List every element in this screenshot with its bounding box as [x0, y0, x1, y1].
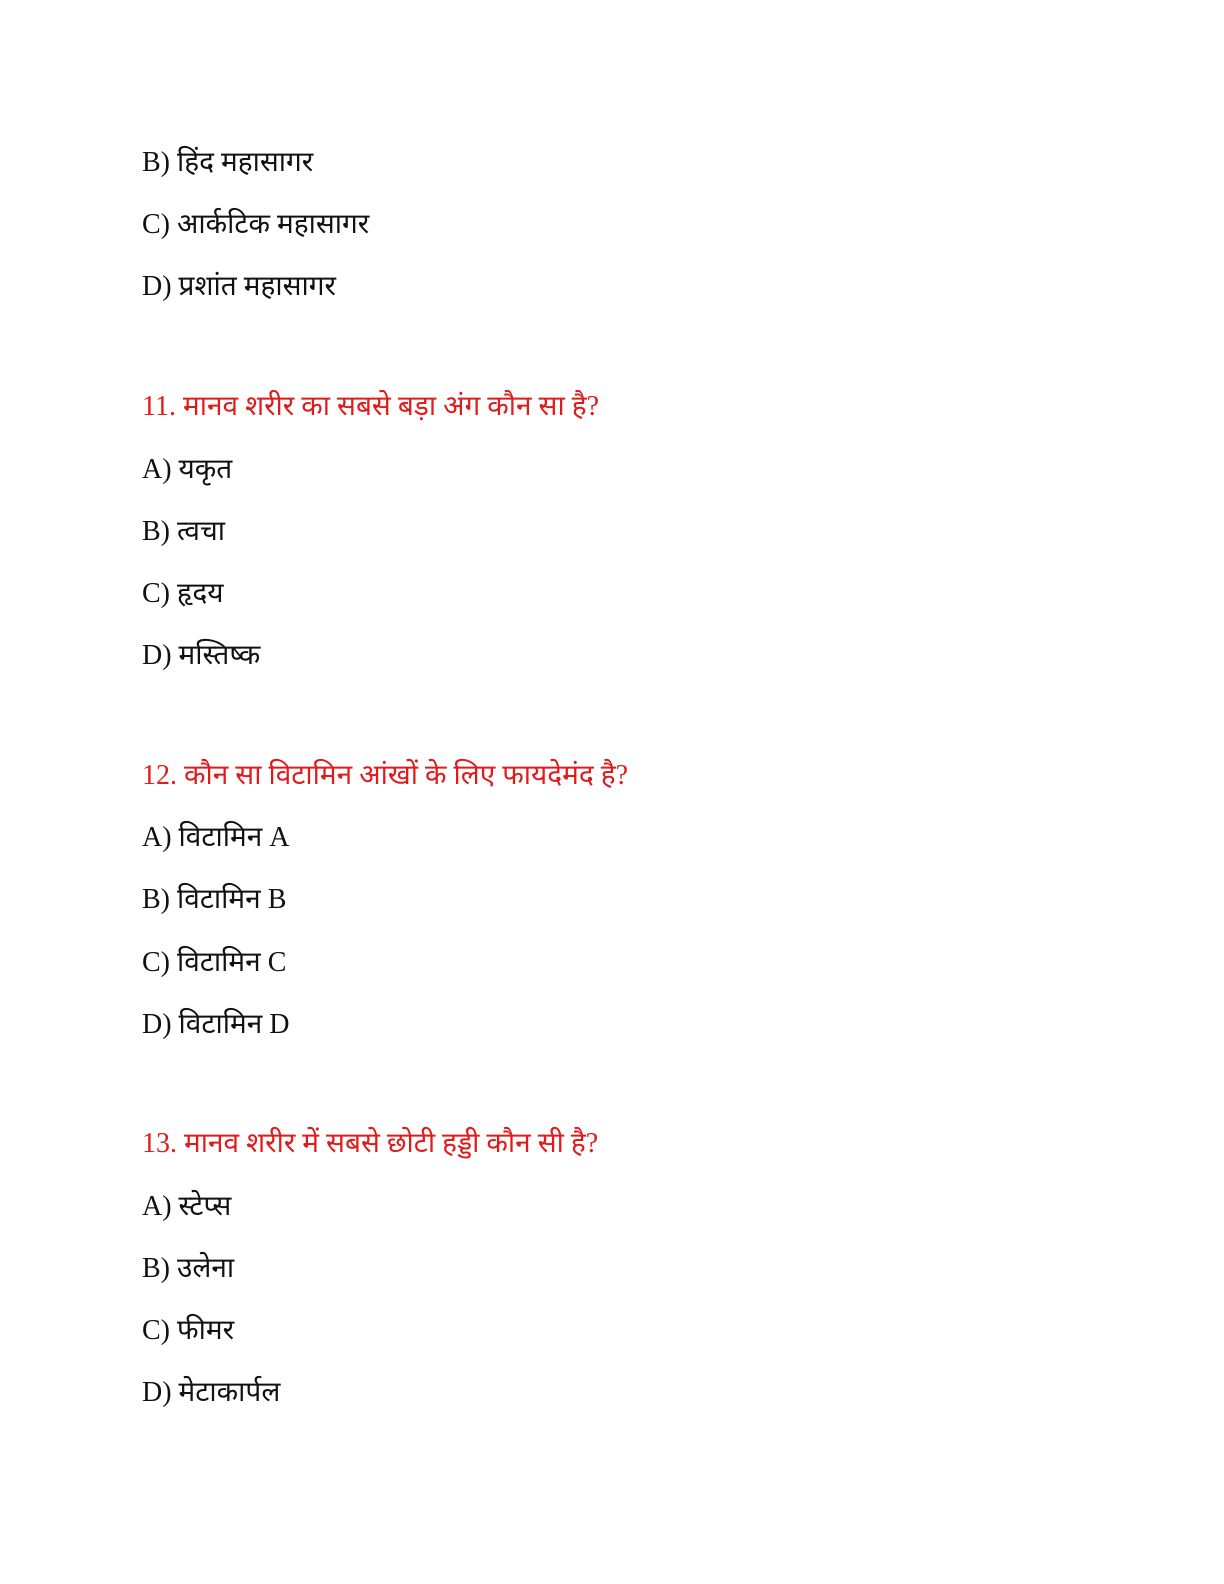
q13-option-a: A) स्टेप्स [142, 1191, 232, 1222]
q13-option-b: B) उलेना [142, 1253, 235, 1284]
question-11: 11. मानव शरीर का सबसे बड़ा अंग कौन सा है? [142, 391, 600, 422]
q11-option-b: B) त्वचा [142, 516, 226, 547]
q12-option-a: A) विटामिन A [142, 822, 290, 853]
q11-option-c: C) हृदय [142, 578, 224, 609]
q13-option-c: C) फीमर [142, 1315, 235, 1346]
q11-option-a: A) यकृत [142, 454, 233, 485]
q12-option-c: C) विटामिन C [142, 947, 287, 978]
q13-option-d: D) मेटाकार्पल [142, 1377, 281, 1408]
question-12: 12. कौन सा विटामिन आंखों के लिए फायदेमंद है? [142, 760, 629, 791]
question-13: 13. मानव शरीर में सबसे छोटी हड्डी कौन सी है? [142, 1128, 599, 1159]
option-b: B) हिंद महासागर [142, 147, 314, 178]
q12-option-b: B) विटामिन B [142, 884, 287, 915]
q11-option-d: D) मस्तिष्क [142, 640, 261, 671]
q12-option-d: D) विटामिन D [142, 1009, 290, 1040]
option-d: D) प्रशांत महासागर [142, 271, 336, 302]
option-c: C) आर्कटिक महासागर [142, 209, 370, 240]
